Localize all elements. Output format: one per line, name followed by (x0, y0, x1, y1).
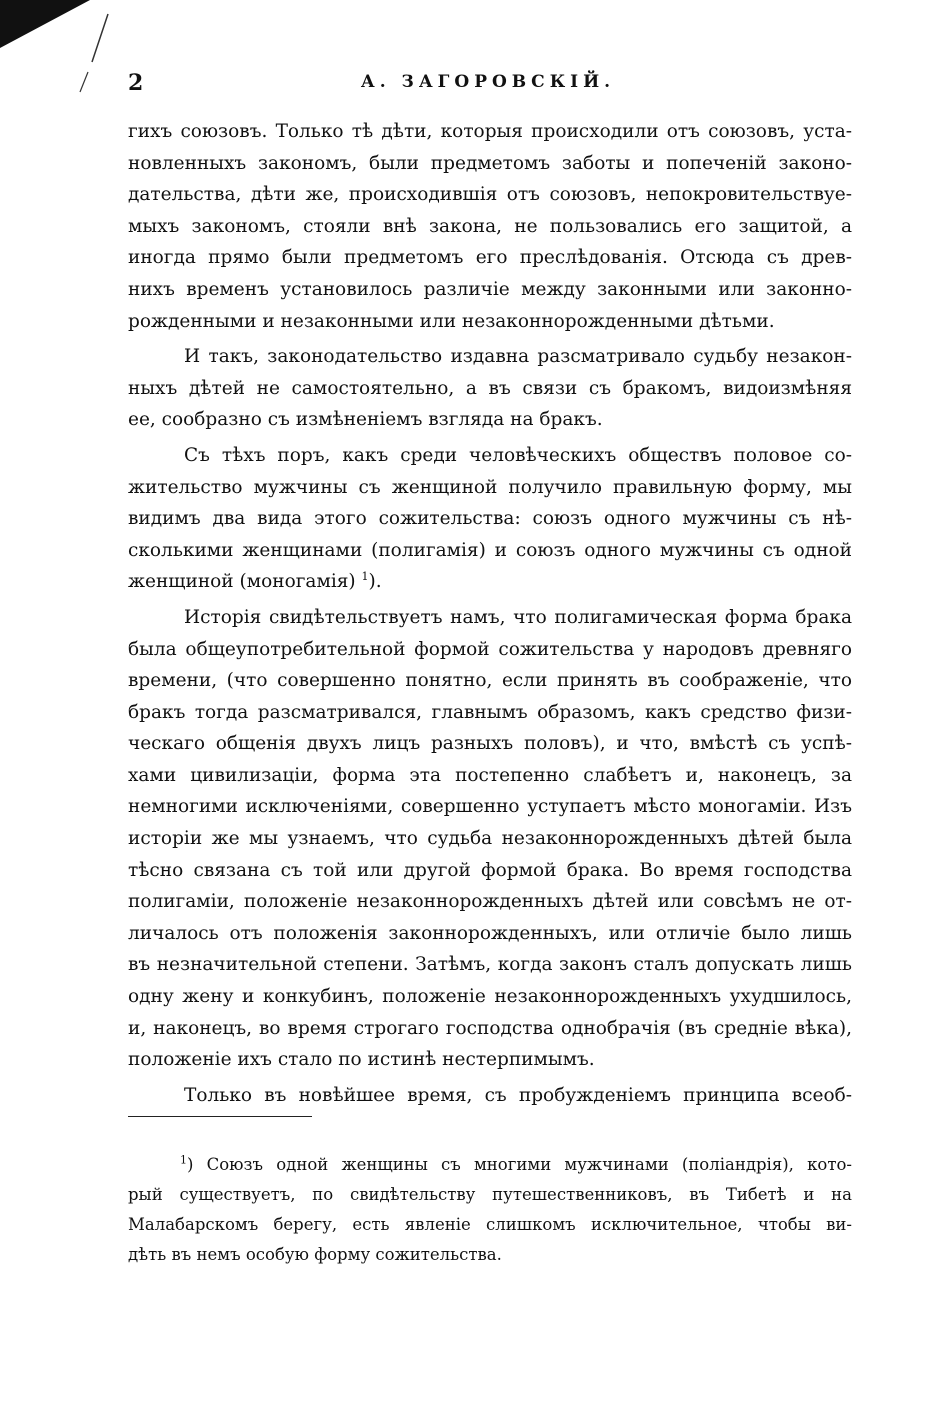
scan-corner-artifact (0, 0, 120, 110)
text-line: ее, сообразно съ измѣненіемъ взгляда на бракъ. (128, 409, 603, 431)
text-line: хами цивилизаціи, форма эта постепенно слабѣетъ и, наконецъ, за (128, 764, 852, 786)
text-fragment: женщиной (моногамія) (128, 571, 356, 593)
text-line: видимъ два вида этого сожительства: союзъ одного мужчины съ нѣ- (128, 508, 852, 530)
text-line: ныхъ дѣтей не самостоятельно, а въ связи съ бракомъ, видоизмѣняя (128, 377, 852, 399)
page-header (128, 70, 848, 100)
text-line: дательства, дѣти же, происходившія отъ союзовъ, непокровительствуе- (128, 184, 852, 206)
text-line: жительство мужчины съ женщиной получило правильную форму, мы (128, 476, 852, 498)
text-line-with-footnote-ref (128, 566, 852, 598)
text-line: тѣсно связана съ той или другой формой брака. Во время господства (128, 859, 852, 881)
text-line: Съ тѣхъ поръ, какъ среди человѣческихъ обществъ половое со- (184, 444, 852, 466)
text-line: одну жену и конкубинъ, положеніе незаконнорожденныхъ ухудшилось, (128, 986, 852, 1008)
running-title: А. ЗАГОРОВСКІЙ. (360, 72, 616, 92)
main-text (128, 116, 852, 1111)
page-number: 2 (128, 70, 144, 96)
text-line: личалось отъ положенія законнорожденныхъ, или отличіе было лишь (128, 922, 852, 944)
footnote-line: Малабарскомъ берегу, есть явленіе слишкомъ исключительное, чтобы ви- (128, 1215, 852, 1234)
text-line: сколькими женщинами (полигамія) и союзъ одного мужчины съ одной (128, 539, 852, 561)
text-line: бракъ тогда разсматривался, главнымъ образомъ, какъ средство физи- (128, 701, 852, 723)
footnote-marker: 1 (180, 1153, 187, 1167)
footnote-line: дѣть въ немъ особую форму сожительства. (128, 1245, 502, 1264)
text-line: Исторія свидѣтельствуетъ намъ, что полигамическая форма брака (184, 606, 852, 628)
text-line: ческаго общенія двухъ лицъ разныхъ половъ), и что, вмѣстѣ съ успѣ- (128, 733, 852, 755)
text-line: мыхъ закономъ, стояли внѣ закона, не пользовались его защитой, а (128, 215, 852, 237)
text-line: новленныхъ закономъ, были предметомъ заботы и попеченій законо- (128, 152, 852, 174)
text-line: въ незначительной степени. Затѣмъ, когда законъ сталъ допускать лишь (128, 954, 852, 976)
text-line: немногими исключеніями, совершенно уступаетъ мѣсто моногаміи. Изъ (128, 796, 852, 818)
text-fragment: ). (368, 571, 382, 593)
text-line: полигаміи, положеніе незаконнорожденныхъ дѣтей или совсѣмъ не от- (128, 891, 852, 913)
text-line: И такъ, законодательство издавна разсматривало судьбу незакон- (184, 346, 852, 368)
text-line: положеніе ихъ стало по истинѣ нестерпимымъ. (128, 1049, 595, 1071)
text-line: иногда прямо были предметомъ его преслѣдованія. Отсюда съ древ- (128, 247, 852, 269)
footnote-line: рый существуетъ, по свидѣтельству путешественниковъ, въ Тибетѣ и на (128, 1185, 852, 1204)
text-line: нихъ временъ установилось различіе между законными или законно- (128, 278, 852, 300)
text-line: Только въ новѣйшее время, съ пробужденіемъ принципа всеоб- (184, 1084, 852, 1106)
text-line: времени, (что совершенно понятно, если принять въ соображеніе, что (128, 670, 852, 692)
footnote-block (128, 1150, 852, 1270)
text-line: гихъ союзовъ. Только тѣ дѣти, которыя происходили отъ союзовъ, уста- (128, 121, 852, 142)
text-line: исторіи же мы узнаемъ, что судьба незаконнорожденныхъ дѣтей была (128, 828, 852, 850)
text-fragment: ) Союзъ одной женщины съ многими мужчинами (поліандрія), кото- (187, 1155, 852, 1174)
text-line: и, наконецъ, во время строгаго господства однобрачія (въ средніе вѣка), (128, 1017, 852, 1039)
footnote-line (128, 1150, 852, 1180)
text-line: была общеупотребительной формой сожительства у народовъ древняго (128, 638, 852, 660)
footnote-divider (128, 1116, 312, 1117)
footnote-reference[interactable]: 1 (361, 570, 369, 584)
text-line: рожденными и незаконными или незаконнорожденными дѣтьми. (128, 310, 775, 332)
